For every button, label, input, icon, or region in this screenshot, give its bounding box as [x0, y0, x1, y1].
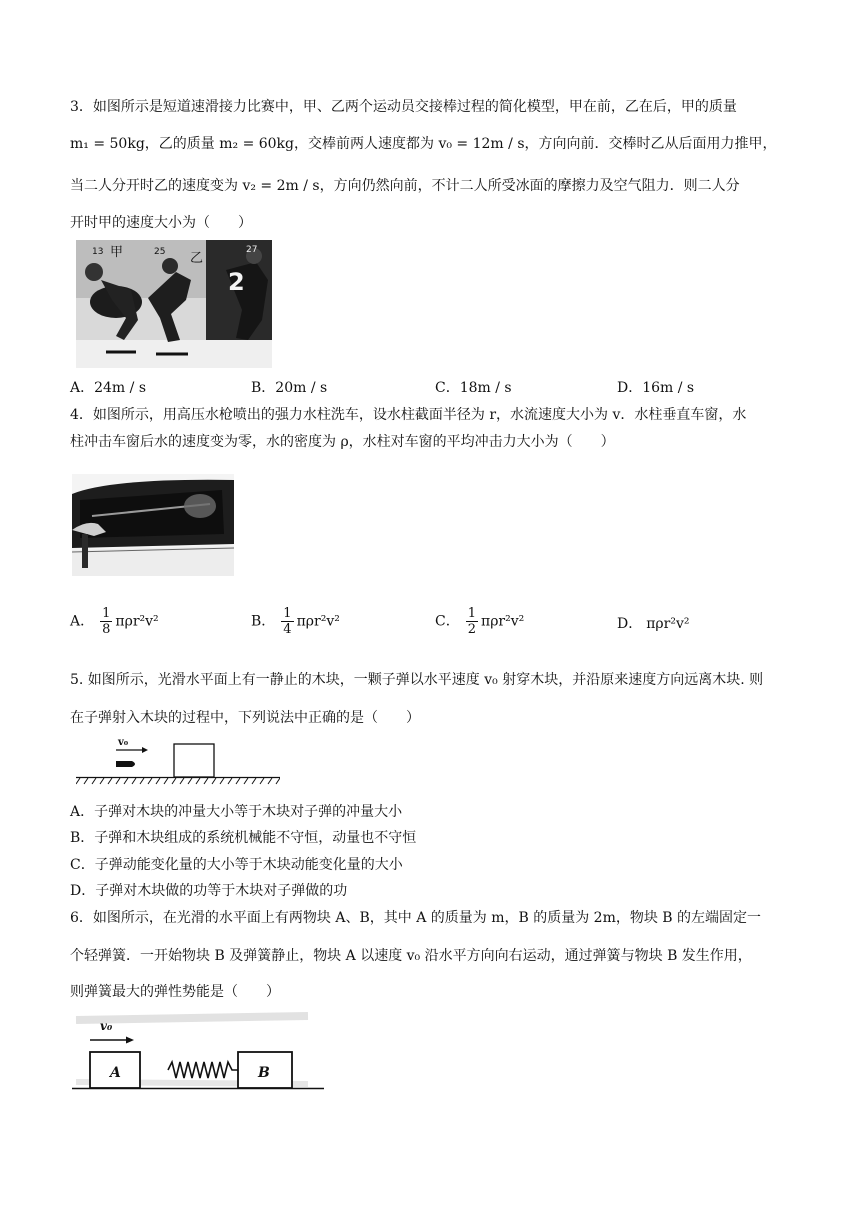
q5-option-d[interactable]: D．子弹对木块做的功等于木块对子弹做的功: [70, 883, 348, 899]
q3-line-2: m₁ = 50kg，乙的质量 m₂ = 60kg，交棒前两人速度都为 v₀ = 12m / s，方向向前．交棒时乙从后面用力推甲，: [70, 136, 777, 152]
q4-option-d[interactable]: [617, 614, 690, 634]
q4-option-b-expr: πρr²v²: [296, 613, 340, 630]
q4-option-c[interactable]: [435, 606, 524, 637]
q4-line-2: 柱冲击车窗后水的速度变为零，水的密度为 ρ，水柱对车窗的平均冲击力大小为（ ）: [70, 434, 615, 450]
label-25: 25: [154, 247, 166, 257]
q5-line-1: 5. 如图所示，光滑水平面上有一静止的木块，一颗子弹以水平速度 v₀ 射穿木块，并沿原来速度方向远离木块. 则: [70, 672, 764, 688]
block-b-label: B: [258, 1065, 270, 1081]
q6-line-2: 个轻弹簧．一开始物块 B 及弹簧静止，物块 A 以速度 v₀ 沿水平方向向右运动，通过弹簧与物块 B 发生作用，: [70, 948, 752, 964]
q4-option-a-expr: πρr²v²: [115, 613, 159, 630]
q6-line-3: 则弹簧最大的弹性势能是（ ）: [70, 984, 280, 1000]
q4-option-c-letter: C．: [435, 613, 460, 630]
q5-option-b[interactable]: B．子弹和木块组成的系统机械能不守恒，动量也不守恒: [70, 830, 417, 846]
q4-option-d-letter: D．: [617, 616, 643, 632]
label-2: 2: [228, 268, 245, 296]
q5-line-2: 在子弹射入木块的过程中，下列说法中正确的是（ ）: [70, 710, 420, 726]
block-a-label: A: [110, 1065, 121, 1081]
velocity-label: v₀: [100, 1019, 113, 1033]
fraction-one-half: $\frac{1}{2}$: [467, 606, 476, 637]
fraction-one-quarter: $\frac{1}{4}$: [283, 606, 292, 637]
q3-line-3: 当二人分开时乙的速度变为 v₂ = 2m / s，方向仍然向前，不计二人所受冰面的摩擦力及空气阻力．则二人分: [70, 178, 740, 194]
q3-option-d[interactable]: D．16m / s: [617, 380, 695, 396]
q4-option-c-expr: πρr²v²: [481, 613, 525, 630]
velocity-label: v₀: [118, 737, 129, 748]
bullet-icon: [116, 761, 135, 767]
spring-blocks-diagram: [68, 1006, 328, 1090]
wood-block: [174, 744, 214, 777]
q3-line-4: 开时甲的速度大小为（ ）: [70, 215, 252, 231]
q5-option-a[interactable]: A．子弹对木块的冲量大小等于木块对子弹的冲量大小: [70, 804, 403, 820]
q5-option-c[interactable]: C．子弹动能变化量的大小等于木块动能变化量的大小: [70, 857, 403, 873]
q3-option-a[interactable]: A．24m / s: [70, 380, 147, 396]
q4-option-b-letter: B．: [251, 613, 276, 630]
fraction-one-eighth: $\frac{1}{8}$: [102, 606, 111, 637]
q4-option-b[interactable]: [251, 606, 340, 637]
car-wash-photo: [72, 474, 234, 576]
q3-line-1: 3．如图所示是短道速滑接力比赛中，甲、乙两个运动员交接棒过程的简化模型，甲在前，乙在后，甲的质量: [70, 99, 737, 115]
q4-option-d-expr: πρr²v²: [646, 616, 690, 632]
q3-option-b[interactable]: B．20m / s: [251, 380, 328, 396]
q4-line-1: 4．如图所示，用高压水枪喷出的强力水柱洗车，设水柱截面半径为 r，水流速度大小为 v．水柱垂直车窗，水: [70, 407, 747, 423]
label-jia: 甲: [110, 245, 124, 260]
q3-option-c[interactable]: C．18m / s: [435, 380, 512, 396]
label-27: 27: [246, 245, 258, 255]
q4-option-a[interactable]: [70, 606, 159, 637]
bullet-block-diagram: [76, 734, 280, 790]
label-13: 13: [92, 247, 104, 257]
q4-option-a-letter: A．: [70, 613, 95, 630]
q6-line-1: 6．如图所示，在光滑的水平面上有两物块 A、B，其中 A 的质量为 m，B 的质量为 2m，物块 B 的左端固定一: [70, 910, 762, 926]
speed-skating-photo: [76, 240, 272, 368]
label-yi: 乙: [190, 251, 204, 266]
